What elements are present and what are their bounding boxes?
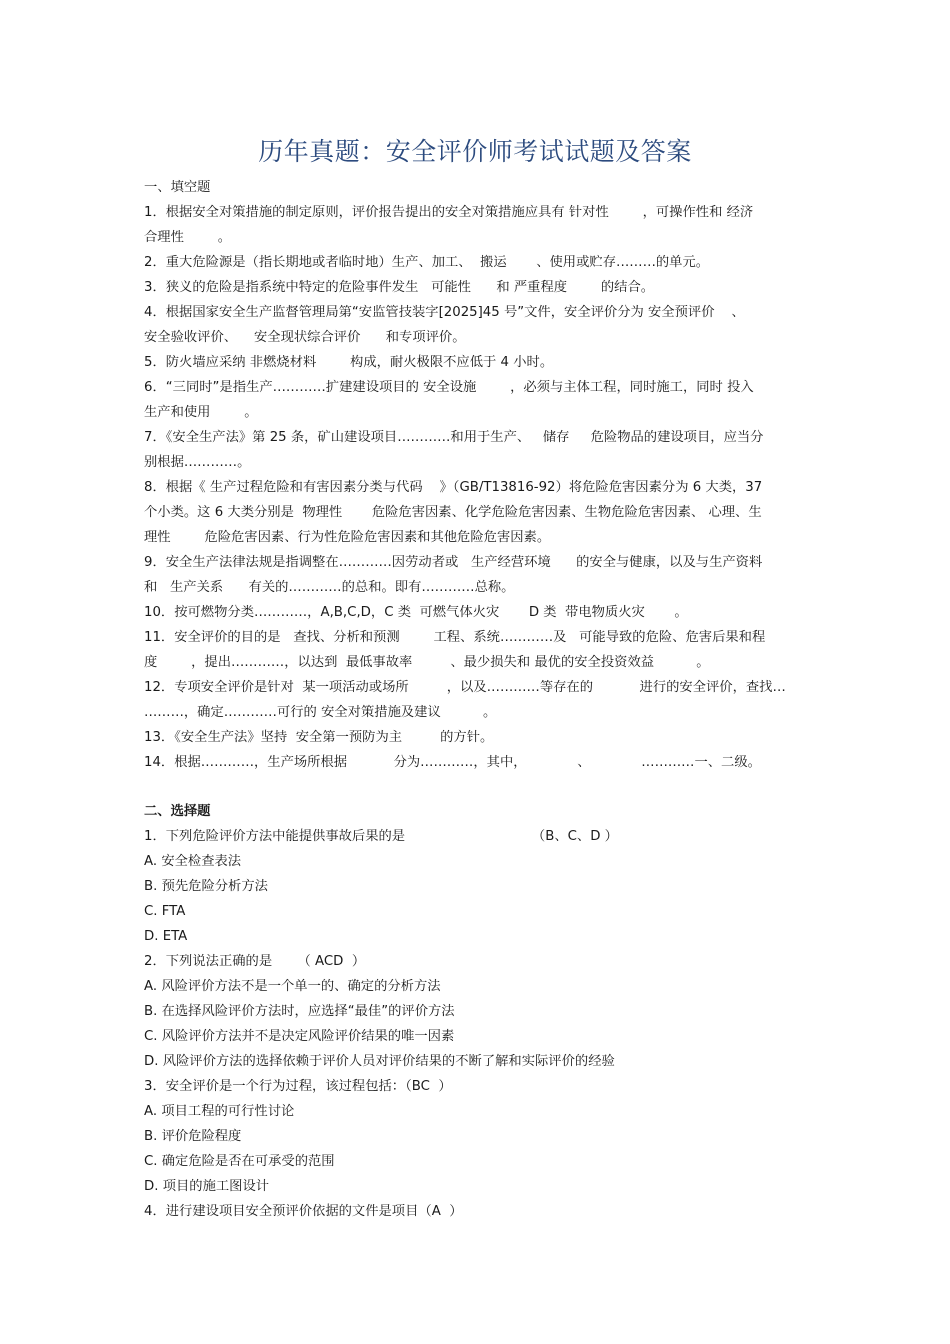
choice-question-line: A. 项目工程的可行性讨论	[144, 1104, 295, 1119]
fill-question-line: 6．“三同时”是指生产…………扩建建设项目的 安全设施 ，必须与主体工程，同时施工，同时 投入	[144, 380, 754, 395]
choice-question-line: C. 风险评价方法并不是决定风险评价结果的唯一因素	[144, 1029, 455, 1044]
fill-question-line: 1．根据安全对策措施的制定原则，评价报告提出的安全对策措施应具有 针对性 ，可操作性和 经济	[144, 205, 754, 220]
fill-question-line: 2．重大危险源是（指长期地或者临时地）生产、加工、 搬运 、使用或贮存………的单元。	[144, 255, 710, 270]
fill-question-line: 8．根据《 生产过程危险和有害因素分类与代码 》（GB/T13816-92）将危险危害因素分为 6 大类，37	[144, 480, 763, 495]
choice-section-lines	[144, 824, 804, 1224]
fill-question-line: 7．《安全生产法》第 25 条，矿山建设项目…………和用于生产、 储存 危险物品的建设项目，应当分	[144, 430, 764, 445]
fill-question-line: ………，确定…………可行的 安全对策措施及建议 。	[144, 705, 497, 720]
fill-question-line: 理性 危险危害因素、行为性危险危害因素和其他危险危害因素。	[144, 530, 551, 545]
fill-question-line: 10．按可燃物分类…………，A,B,C,D，C 类 可燃气体火灾 D 类 带电物质火灾 。	[144, 605, 688, 620]
fill-question-line: 9．安全生产法律法规是指调整在…………因劳动者或 生产经营环境 的安全与健康，以及与生产资料	[144, 555, 763, 570]
choice-question-line: A. 安全检查表法	[144, 854, 242, 869]
choice-question-line: 4．进行建设项目安全预评价依据的文件是项目（A ）	[144, 1204, 463, 1219]
choice-question-line: B. 预先危险分析方法	[144, 879, 268, 894]
choice-question-line: 2．下列说法正确的是 （ ACD ）	[144, 954, 366, 969]
choice-question-line: D. 项目的施工图设计	[144, 1179, 270, 1194]
choice-question-line: A. 风险评价方法不是一个单一的、确定的分析方法	[144, 979, 441, 994]
fill-question-line: 4．根据国家安全生产监督管理局第“安监管技装字[2025]45 号”文件，安全评价分为 安全预评价 、	[144, 305, 745, 320]
fill-section-heading: 一、填空题	[144, 180, 211, 195]
fill-question-line: 合理性 。	[144, 230, 232, 245]
fill-question-line: 别根据…………。	[144, 455, 251, 470]
choice-question-line: 1．下列危险评价方法中能提供事故后果的是 （B、C、D ）	[144, 829, 618, 844]
fill-question-line: 安全验收评价、 安全现状综合评价 和专项评价。	[144, 330, 466, 345]
fill-question-line: 3．狭义的危险是指系统中特定的危险事件发生 可能性 和 严重程度 的结合。	[144, 280, 655, 295]
choice-question-line: B. 在选择风险评价方法时，应选择“最佳”的评价方法	[144, 1004, 455, 1019]
choice-section-heading: 二、选择题	[144, 804, 211, 819]
choice-question-line: 3．安全评价是一个行为过程，该过程包括：（BC ）	[144, 1079, 452, 1094]
document-body	[144, 175, 804, 1224]
fill-question-line: 5．防火墙应采纳 非燃烧材料 构成，耐火极限不应低于 4 小时。	[144, 355, 554, 370]
choice-question-line: B. 评价危险程度	[144, 1129, 242, 1144]
fill-question-line: 12．专项安全评价是针对 某一项活动或场所 ，以及…………等存在的 进行的安全评价，查找…	[144, 680, 786, 695]
fill-question-line: 13．《安全生产法》坚持 安全第一预防为主 的方针。	[144, 730, 494, 745]
document-title: 历年真题：安全评价师考试试题及答案	[258, 137, 692, 166]
fill-section-lines	[144, 200, 804, 775]
fill-question-line: 11．安全评价的目的是 查找、分析和预测 工程、系统…………及 可能导致的危险、危害后果和程	[144, 630, 766, 645]
fill-question-line: 度 ，提出…………，以达到 最低事故率 、最少损失和 最优的安全投资效益 。	[144, 655, 710, 670]
choice-question-line: C. 确定危险是否在可承受的范围	[144, 1154, 335, 1169]
section-spacer	[144, 775, 804, 799]
choice-question-line: C. FTA	[144, 904, 186, 919]
fill-question-line: 生产和使用 。	[144, 405, 258, 420]
choice-question-line: D. ETA	[144, 929, 188, 944]
fill-question-line: 和 生产关系 有关的…………的总和。即有…………总称。	[144, 580, 515, 595]
choice-question-line: D. 风险评价方法的选择依赖于评价人员对评价结果的不断了解和实际评价的经验	[144, 1054, 615, 1069]
fill-question-line: 个小类。这 6 大类分别是 物理性 危险危害因素、化学危险危害因素、生物危险危害因素、 心理、生	[144, 505, 762, 520]
fill-question-line: 14．根据…………，生产场所根据 分为…………，其中， 、 …………一、二级。	[144, 755, 761, 770]
